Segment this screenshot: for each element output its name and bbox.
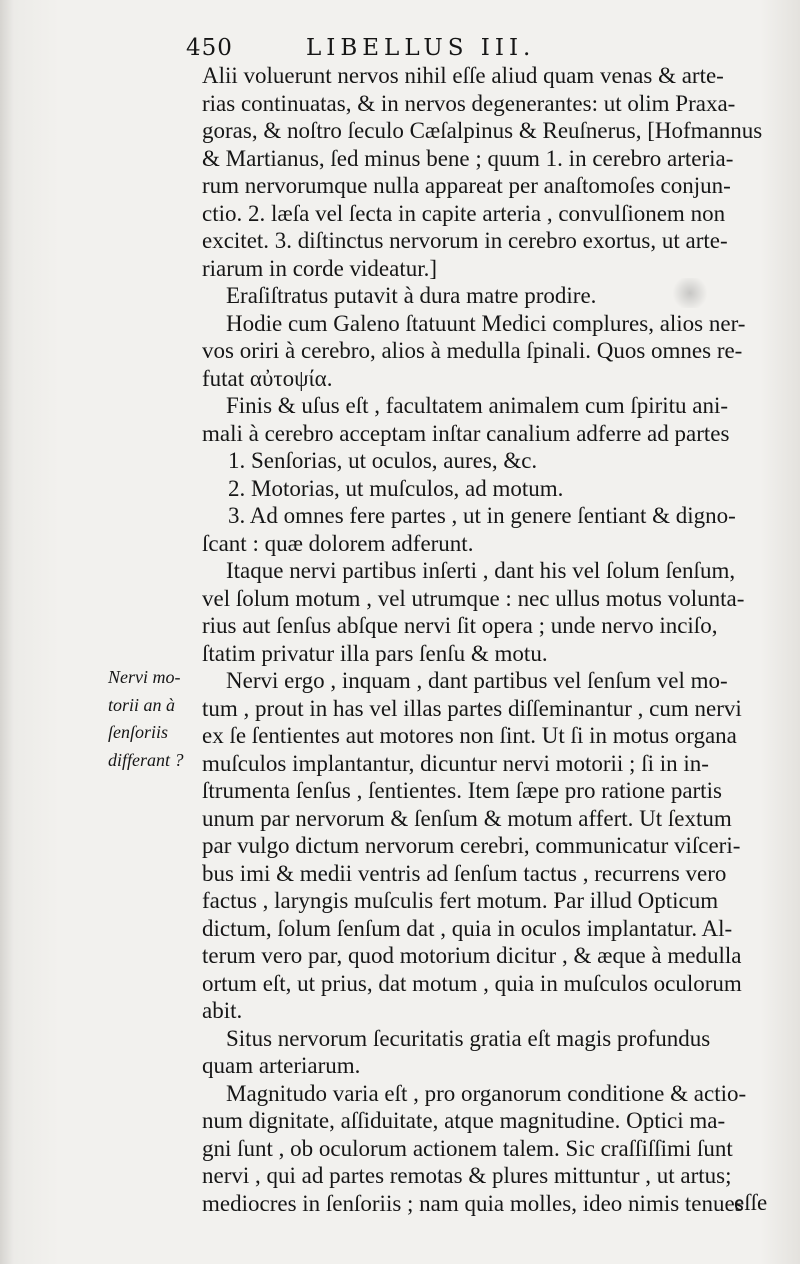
text-line: Finis & uſus eſt , facultatem animalem cum ſpiritu ani- bbox=[226, 393, 729, 418]
text-line: muſculos implantantur, dicuntur nervi motorii ; ſi in in- bbox=[202, 750, 709, 776]
marginal-note-line: torii an à bbox=[108, 694, 176, 715]
text-line: abit. bbox=[202, 998, 243, 1023]
text-line: Nervi ergo , inquam , dant partibus vel ſenſum vel mo- bbox=[226, 668, 728, 693]
text-line: ſtatim privatur illa pars ſenſu & motu. bbox=[202, 640, 548, 666]
text-line: ctio. 2. læſa vel ſecta in capite arteria , convulſionem non bbox=[202, 200, 726, 226]
text-line: Itaque nervi partibus inſerti , dant his vel ſolum ſenſum, bbox=[226, 558, 736, 583]
marginal-note-line: differant ? bbox=[108, 749, 184, 770]
text-line: ortum eſt, ut prius, dat motum , quia in muſculos oculorum bbox=[202, 970, 742, 996]
text-line: vel ſolum motum , vel utrumque : nec ullus motus volunta- bbox=[202, 585, 745, 611]
text-line: nervi , qui ad partes remotas & plures mittuntur , ut artus; bbox=[202, 1163, 732, 1188]
text-line: riarum in corde videatur.] bbox=[202, 255, 438, 281]
text-line: & Martianus, ſed minus bene ; quum 1. in cerebro arteria- bbox=[202, 145, 734, 171]
text-line: rius aut ſenſus abſque nervi ſit opera ; unde nervo inciſo, bbox=[202, 613, 718, 638]
catchword: eſſe bbox=[734, 1190, 768, 1215]
text-line: ex ſe ſentientes aut motores non ſint. Ut ſi in motus organa bbox=[202, 723, 737, 748]
running-header bbox=[186, 34, 626, 62]
text-line: gni ſunt , ob oculorum actionem talem. Sic craſſiſſimi ſunt bbox=[202, 1135, 733, 1161]
text-line: dictum, ſolum ſenſum dat , quia in oculos implantatur. Al- bbox=[202, 915, 733, 941]
text-line: goras, & noſtro ſeculo Cæſalpinus & Reuſnerus, [Hofmannus bbox=[202, 118, 763, 143]
text-line: 3. Ad omnes fere partes , ut in genere ſentiant & digno- bbox=[228, 503, 736, 528]
text-line: par vulgo dictum nervorum cerebri, communicatur viſceri- bbox=[202, 833, 741, 858]
text-line: Situs nervorum ſecuritatis gratia eſt magis profundus bbox=[226, 1025, 711, 1051]
text-line: rias continuatas, & in nervos degenerantes: ut olim Praxa- bbox=[202, 90, 736, 116]
text-line: Eraſiſtratus putavit à dura matre prodire. bbox=[226, 283, 597, 308]
text-line: ſtrumenta ſenſus , ſentientes. Item ſæpe pro ratione partis bbox=[202, 778, 722, 803]
text-line: bus imi & medii ventris ad ſenſum tactus , recurrens vero bbox=[202, 860, 727, 886]
text-line: Magnitudo varia eſt , pro organorum conditione & actio- bbox=[226, 1080, 747, 1106]
running-title: LIBELLUS III. bbox=[306, 35, 536, 61]
text-line: unum par nervorum & ſenſum & motum affert. Ut ſextum bbox=[202, 805, 732, 831]
text-line: futat αὐτοψία. bbox=[202, 365, 333, 391]
marginal-note bbox=[108, 664, 200, 774]
marginal-note-line: ſenſoriis bbox=[108, 722, 169, 742]
text-line: mediocres in ſenſoriis ; nam quia molles, ideo nimis tenues bbox=[202, 1190, 744, 1216]
text-line: vos oriri à cerebro, alios à medulla ſpinali. Quos omnes re- bbox=[202, 338, 743, 363]
page-number: 450 bbox=[186, 35, 233, 61]
text-line: Alii voluerunt nervos nihil eſſe aliud quam venas & arte- bbox=[202, 63, 724, 88]
text-line: 2. Motorias, ut muſculos, ad motum. bbox=[228, 475, 564, 501]
text-line: quam arteriarum. bbox=[202, 1053, 361, 1078]
text-line: 1. Senſorias, ut oculos, aures, &c. bbox=[228, 448, 538, 473]
text-line: factus , laryngis muſculis fert motum. Par illud Opticum bbox=[202, 888, 719, 913]
text-line: tum , prout in has vel illas partes diſſeminantur , cum nervi bbox=[202, 695, 742, 721]
text-line: num dignitate, aſſiduitate, atque magnitudine. Optici ma- bbox=[202, 1108, 726, 1133]
text-line: ſcant : quæ dolorem adferunt. bbox=[202, 530, 474, 556]
text-line: Hodie cum Galeno ſtatuunt Medici complures, alios ner- bbox=[226, 310, 746, 336]
text-line: mali à cerebro acceptam inſtar canalium adferre ad partes bbox=[202, 420, 730, 446]
text-line: rum nervorumque nulla appareat per anaſtomoſes conjun- bbox=[202, 173, 731, 198]
marginal-note-line: Nervi mo- bbox=[108, 667, 181, 687]
main-text bbox=[202, 62, 774, 1217]
text-line: excitet. 3. diſtinctus nervorum in cerebro exortus, ut arte- bbox=[202, 228, 728, 253]
text-line: terum vero par, quod motorium dicitur , & æque à medulla bbox=[202, 943, 742, 968]
